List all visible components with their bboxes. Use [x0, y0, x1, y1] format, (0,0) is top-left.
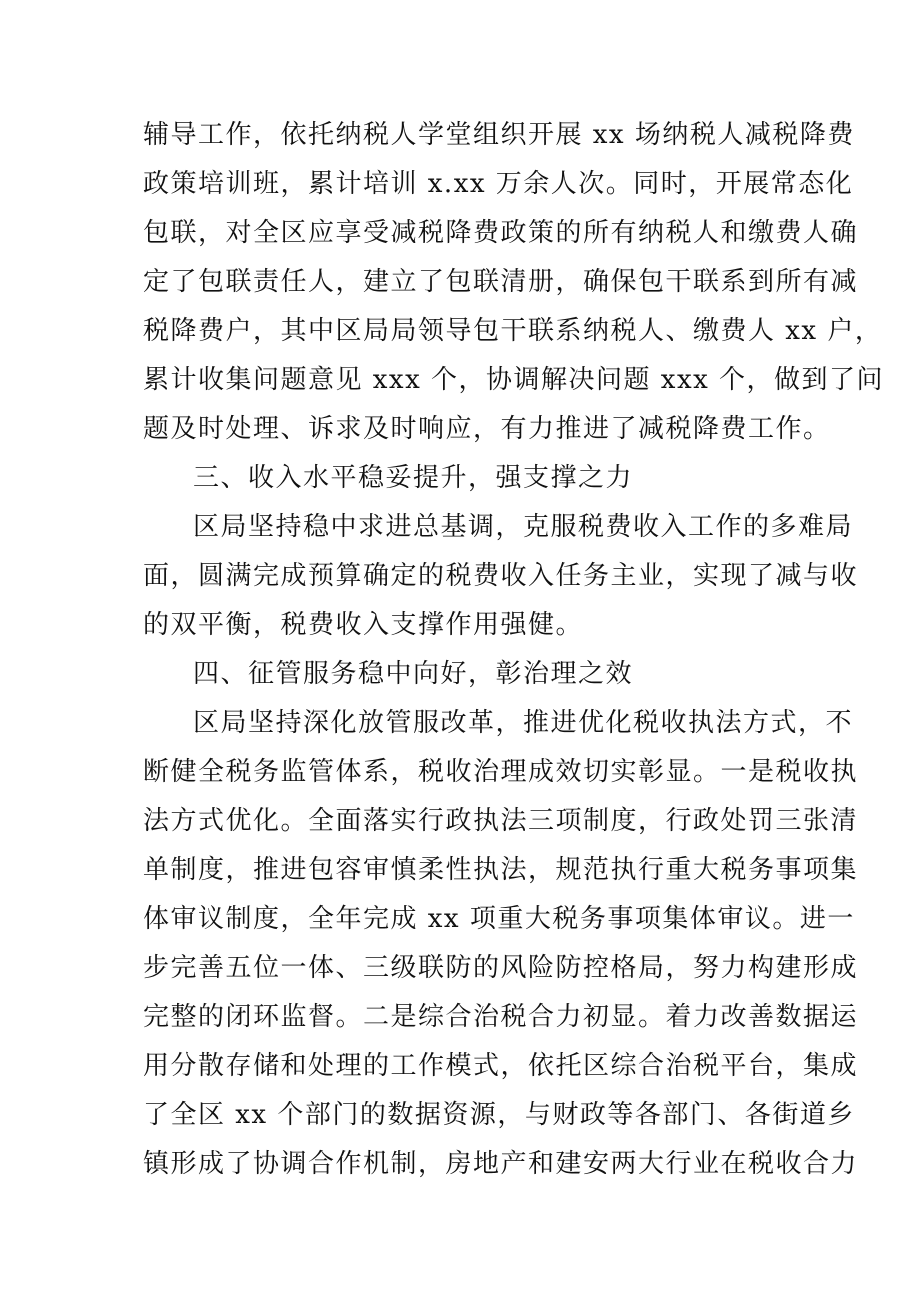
body-text-line: 的双平衡，税费收入支撑作用强健。 [143, 610, 584, 640]
body-text-line: 包联，对全区应享受减税降费政策的所有纳税人和缴费人确 [143, 218, 859, 248]
body-text-line: 完整的闭环监督。二是综合治税合力初显。着力改善数据运 [143, 1002, 859, 1032]
body-text-line: 镇形成了协调合作机制，房地产和建安两大行业在税收合力 [143, 1149, 859, 1179]
section-heading: 三、收入水平稳妥提升，强支撑之力 [193, 463, 634, 493]
body-text-line: 法方式优化。全面落实行政执法三项制度，行政处罚三张清 [143, 806, 859, 836]
body-text-line: 体审议制度，全年完成 xx 项重大税务事项集体审议。进一 [143, 904, 855, 934]
body-text-line: 步完善五位一体、三级联防的风险防控格局，努力构建形成 [143, 953, 859, 983]
body-text-line: 面，圆满完成预算确定的税费收入任务主业，实现了减与收 [143, 561, 859, 591]
body-text-line: 单制度，推进包容审慎柔性执法，规范执行重大税务事项集 [143, 855, 859, 885]
body-text-line: 了全区 xx 个部门的数据资源，与财政等各部门、各街道乡 [143, 1100, 855, 1130]
body-text-line: 断健全税务监管体系，税收治理成效切实彰显。一是税收执 [143, 757, 859, 787]
body-text-line: 税降费户，其中区局局领导包干联系纳税人、缴费人 xx 户， [143, 316, 883, 346]
paragraph-first-line: 区局坚持稳中求进总基调，克服税费收入工作的多难局 [193, 512, 854, 542]
body-text-line: 用分散存储和处理的工作模式，依托区综合治税平台，集成 [143, 1051, 859, 1081]
body-text-line: 题及时处理、诉求及时响应，有力推进了减税降费工作。 [143, 414, 831, 444]
section-heading: 四、征管服务稳中向好，彰治理之效 [193, 659, 634, 689]
body-text-line: 辅导工作，依托纳税人学堂组织开展 xx 场纳税人减税降费 [143, 120, 855, 150]
body-text-line: 定了包联责任人，建立了包联清册，确保包干联系到所有减 [143, 267, 859, 297]
paragraph-first-line: 区局坚持深化放管服改革，推进优化税收执法方式，不 [193, 708, 854, 738]
body-text-line: 累计收集问题意见 xxx 个，协调解决问题 xxx 个，做到了问 [143, 365, 885, 395]
body-text-line: 政策培训班，累计培训 x.xx 万余人次。同时，开展常态化 [143, 169, 854, 199]
